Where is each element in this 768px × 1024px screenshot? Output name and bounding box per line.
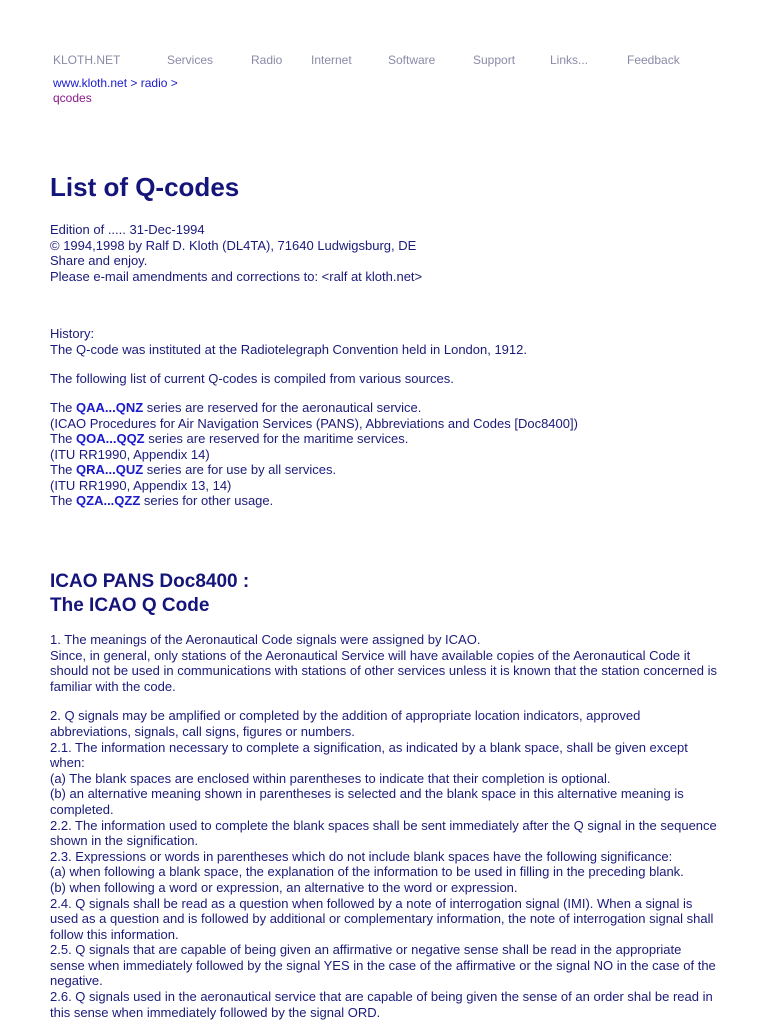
breadcrumb xyxy=(53,76,178,106)
paragraph: 2. Q signals may be amplified or completed by the addition of appropriate location indicators, approved abbreviations, signals, call signs, figures or numbers. xyxy=(50,708,641,739)
history-label: History: xyxy=(50,326,95,341)
paragraph: 2.1. The information necessary to complete a signification, as indicated by a blank space, shall be given except when: xyxy=(50,739,688,771)
paragraph: (a) when following a blank space, the explanation of the information to be used in filling in the preceding blank. xyxy=(50,864,684,880)
series-maritime: The QOA...QQZ series are reserved for the maritime services. xyxy=(50,431,409,446)
paragraph: 2.5. Q signals that are capable of being given an affirmative or negative sense shall be read in the appropriate sense when immediately followed by the signal YES in the case of the affirmative or the signal NO in the case of the negative. xyxy=(50,942,716,989)
email-text: Please e-mail amendments and corrections to: <ralf at kloth.net> xyxy=(50,268,423,284)
paragraph: 2.4. Q signals shall be read as a question when followed by a note of interrogation signal (IMI). When a signal is used as a question and is followed by additional or complementary information, the note of interrogation signal shall follow this information. xyxy=(50,895,714,942)
share-text: Share and enjoy. xyxy=(50,253,148,268)
history-text: The Q-code was instituted at the Radiotelegraph Convention held in London, 1912. xyxy=(50,341,527,357)
series-link-qaa-qnz[interactable]: QAA...QNZ xyxy=(76,400,144,415)
series-link-qoa-qqz[interactable]: QOA...QQZ xyxy=(76,431,145,446)
series-link-qra-quz[interactable]: QRA...QUZ xyxy=(76,462,144,477)
compiled-line: The following list of current Q-codes is compiled from various sources. xyxy=(50,371,454,386)
series-block xyxy=(50,400,578,509)
series-aeronautical: The QAA...QNZ series are reserved for the aeronautical service. xyxy=(50,400,422,415)
series-other: The QZA...QZZ series for other usage. xyxy=(50,493,274,508)
paragraph: Since, in general, only stations of the Aeronautical Service will have available copies of the Aeronautical Code it should not be used in communications with stations of other services unless it is known that the station concerned is familiar with the code. xyxy=(50,647,717,694)
icao-body xyxy=(50,632,718,1020)
nav-support[interactable]: Support xyxy=(473,53,516,67)
series-all-services: The QRA...QUZ series are for use by all services. xyxy=(50,462,337,477)
paragraph: 2.3. Expressions or words in parentheses which do not include blank spaces have the following significance: xyxy=(50,848,673,864)
nav-feedback[interactable]: Feedback xyxy=(627,53,680,67)
paragraph: (b) when following a word or expression, an alternative to the word or expression. xyxy=(50,879,518,895)
section-heading-line1: ICAO PANS Doc8400 : xyxy=(50,571,250,592)
page-title: List of Q-codes xyxy=(50,172,240,202)
history-block xyxy=(50,326,527,357)
breadcrumb-current[interactable]: qcodes xyxy=(53,91,92,105)
nav-links[interactable]: Links... xyxy=(550,53,589,67)
meta-block xyxy=(50,222,422,284)
paragraph: 2.2. The information used to complete the blank spaces shall be sent immediately after the Q signal in the sequence shown in the signification. xyxy=(50,817,717,849)
series-aeronautical-note: (ICAO Procedures for Air Navigation Services (PANS), Abbreviations and Codes [Doc8400]) xyxy=(50,415,578,431)
copyright-text: © 1994,1998 by Ralf D. Kloth (DL4TA), 71640 Ludwigsburg, DE xyxy=(50,237,417,253)
breadcrumb-home[interactable]: www.kloth.net xyxy=(53,76,128,90)
nav-internet[interactable]: Internet xyxy=(311,53,352,67)
paragraph: (b) an alternative meaning shown in parentheses is selected and the blank space in this alternative meaning is completed. xyxy=(50,786,684,817)
series-all-services-note: (ITU RR1990, Appendix 13, 14) xyxy=(50,477,232,493)
section-heading xyxy=(50,570,249,618)
nav-software[interactable]: Software xyxy=(388,53,436,67)
compiled-text xyxy=(50,371,454,387)
series-maritime-note: (ITU RR1990, Appendix 14) xyxy=(50,446,210,462)
paragraph: 2.6. Q signals used in the aeronautical service that are capable of being given the sense of an order shal be read in this sense when immediately followed by the signal ORD. xyxy=(50,989,713,1020)
section-heading-line2: The ICAO Q Code xyxy=(50,595,210,616)
series-link-qza-qzz[interactable]: QZA...QZZ xyxy=(76,493,141,508)
edition-text: Edition of ..... 31-Dec-1994 xyxy=(50,222,205,237)
paragraph: (a) The blank spaces are enclosed within parentheses to indicate that their completion is optional. xyxy=(50,770,611,786)
nav-kloth-net[interactable]: KLOTH.NET xyxy=(53,53,121,67)
breadcrumb-separator: > xyxy=(167,76,178,90)
nav-radio[interactable]: Radio xyxy=(251,53,283,67)
nav-services[interactable]: Services xyxy=(167,53,214,67)
breadcrumb-separator: > xyxy=(127,76,141,90)
breadcrumb-radio[interactable]: radio xyxy=(140,76,168,90)
paragraph: 1. The meanings of the Aeronautical Code signals were assigned by ICAO. xyxy=(50,632,481,647)
